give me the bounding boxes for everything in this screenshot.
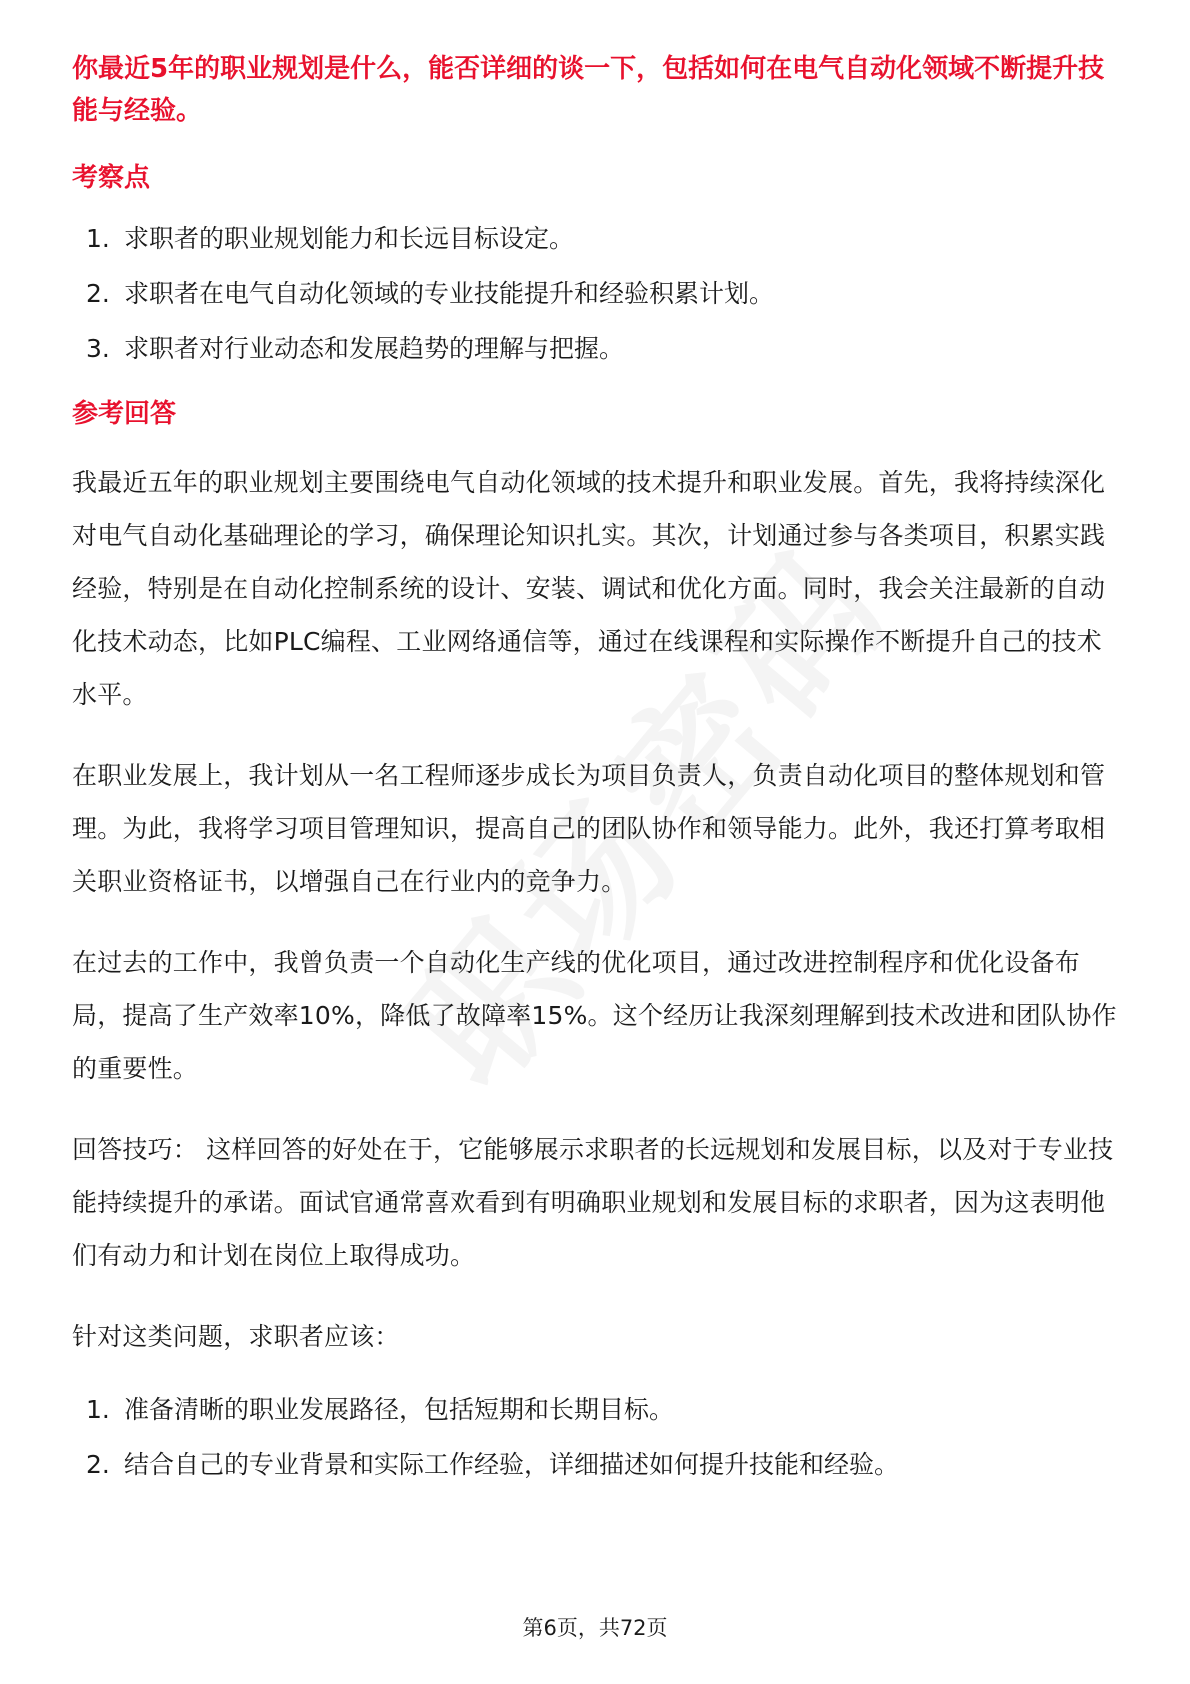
advice-list <box>72 1391 1122 1484</box>
assessment-list <box>72 220 1122 368</box>
advice-item <box>72 1391 1122 1429</box>
assessment-item-number: 3. <box>86 334 110 363</box>
assessment-item <box>72 275 1122 313</box>
document-body <box>72 48 1122 1510</box>
assessment-item-number: 2. <box>86 279 110 308</box>
answer-tips-paragraph: 回答技巧： 这样回答的好处在于，它能够展示求职者的长远规划和发展目标，以及对于专业技能持续提升的承诺。面试官通常喜欢看到有明确职业规划和发展目标的求职者，因为这表明他们有动力和计划在岗位上取得成功。 <box>72 1135 1114 1270</box>
assessment-item <box>72 330 1122 368</box>
advice-item-number: 2. <box>86 1450 110 1479</box>
assessment-item <box>72 220 1122 258</box>
assessment-item-text: 求职者在电气自动化领域的专业技能提升和经验积累计划。 <box>124 279 775 308</box>
answer-heading: 参考回答 <box>72 399 177 429</box>
answer-paragraph: 在职业发展上，我计划从一名工程师逐步成长为项目负责人，负责自动化项目的整体规划和管理。为此，我将学习项目管理知识，提高自己的团队协作和领导能力。此外，我还打算考取相关职业资格证书，以增强自己在行业内的竞争力。 <box>72 761 1106 896</box>
assessment-item-text: 求职者对行业动态和发展趋势的理解与把握。 <box>124 334 625 363</box>
answer-paragraph: 在过去的工作中，我曾负责一个自动化生产线的优化项目，通过改进控制程序和优化设备布局，提高了生产效率10%，降低了故障率15%。这个经历让我深刻理解到技术改进和团队协作的重要性。 <box>72 948 1117 1083</box>
assessment-heading: 考察点 <box>72 163 151 193</box>
advice-item-text: 准备清晰的职业发展路径，包括短期和长期目标。 <box>124 1395 675 1424</box>
advice-intro: 针对这类问题，求职者应该： <box>72 1322 400 1351</box>
answer-paragraph: 我最近五年的职业规划主要围绕电气自动化领域的技术提升和职业发展。首先，我将持续深化对电气自动化基础理论的学习，确保理论知识扎实。其次，计划通过参与各类项目，积累实践经验，特别是在自动化控制系统的设计、安装、调试和优化方面。同时，我会关注最新的自动化技术动态，比如PLC编程、工业网络通信等，通过在线课程和实际操作不断提升自己的技术水平。 <box>72 468 1106 709</box>
advice-item <box>72 1446 1122 1484</box>
advice-item-number: 1. <box>86 1395 110 1424</box>
page-footer: 第6页，共72页 <box>522 1616 668 1640</box>
advice-item-text: 结合自己的专业背景和实际工作经验，详细描述如何提升技能和经验。 <box>124 1450 900 1479</box>
assessment-item-number: 1. <box>86 224 110 253</box>
question-title: 你最近5年的职业规划是什么，能否详细的谈一下，包括如何在电气自动化领域不断提升技能与经验。 <box>72 54 1105 126</box>
assessment-item-text: 求职者的职业规划能力和长远目标设定。 <box>124 224 575 253</box>
